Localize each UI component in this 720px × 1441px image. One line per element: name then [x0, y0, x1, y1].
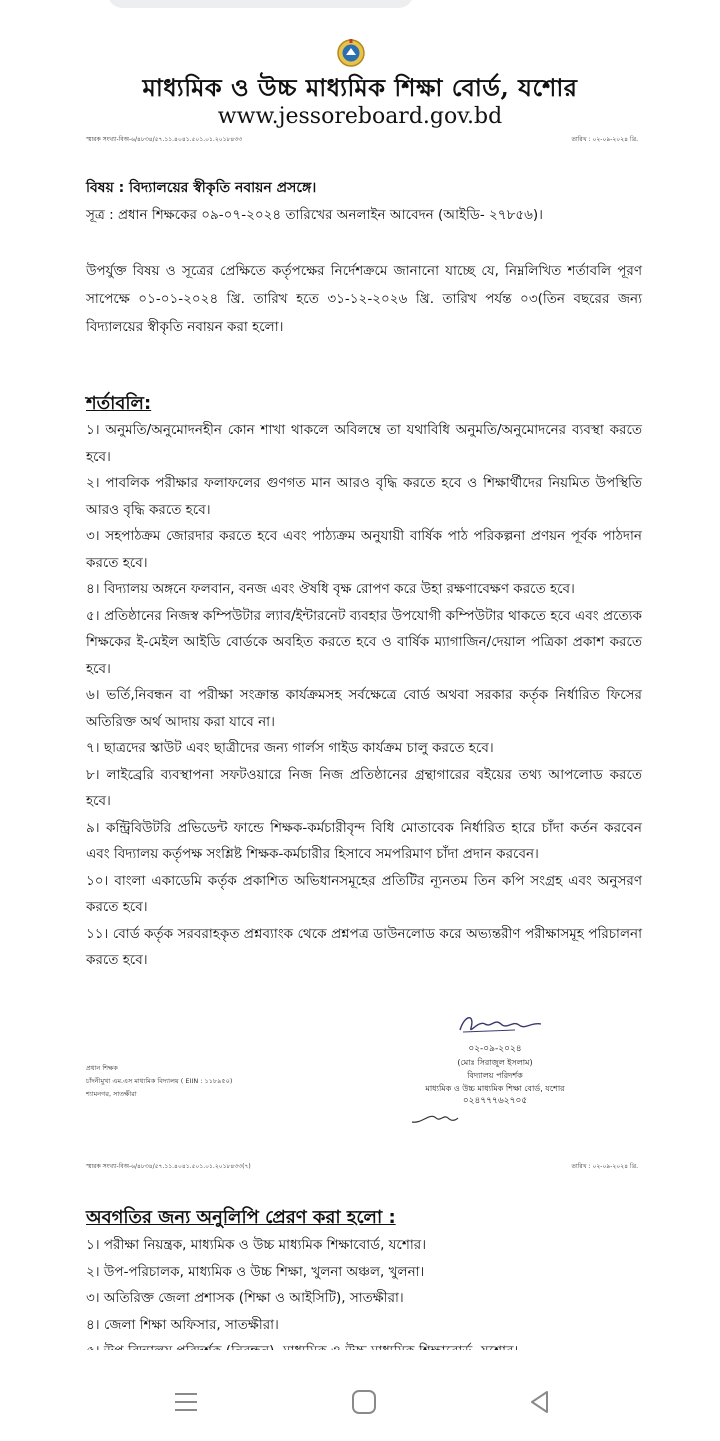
copy-item: ৪। জেলা শিক্ষা অফিসার, সাতক্ষীরা।	[86, 1316, 279, 1333]
board-website: www.jessoreboard.gov.bd	[217, 104, 503, 129]
board-name: মাধ্যমিক ও উচ্চ মাধ্যমিক শিক্ষা বোর্ড, যশোর	[142, 73, 578, 102]
menu-icon	[173, 1390, 199, 1414]
signatory-office: মাধ্যমিক ও উচ্চ মাধ্যমিক শিক্ষা বোর্ড, যশোর	[425, 1084, 565, 1093]
android-nav-bar	[0, 1364, 720, 1441]
condition-item: ৫। প্রতিষ্ঠানের নিজস্ব কম্পিউটার ল্যাব/ইন্টারনেট ব্যবহার উপযোগী কম্পিউটার থাকতে হবে এবং প্রত্যেক শিক্ষকের ই-মেইল আইডি বোর্ডকে অবহিত করতে হবে ও বার্ষিক ম্যাগাজিন/দেয়াল পত্রিকা প্রকাশ করতে হবে।	[86, 607, 642, 677]
conditions-list	[86, 417, 642, 974]
condition-item: ১১। বোর্ড কর্তৃক সরবরাহকৃত প্রশ্নব্যাংক থেকে প্রশ্নপত্র ডাউনলোড করে অভ্যন্তরীণ পরীক্ষাসমূহ পরিচালনা করতে হবে।	[86, 925, 642, 968]
copy-item: ১। পরীক্ষা নিয়ন্ত্রক, মাধ্যমিক ও উচ্চ মাধ্যমিক শিক্ষাবোর্ড, যশোর।	[86, 1237, 427, 1253]
condition-item: ৩। সহপাঠক্রম জোরদার করতে হবে এবং পাঠ্যক্রম অনুযায়ী বার্ষিক পাঠ পরিকল্পনা প্রণয়ন পূর্বক পাঠদান করতে হবে।	[86, 528, 642, 571]
copy-list	[86, 1232, 646, 1365]
condition-item: ২। পাবলিক পরীক্ষার ফলাফলের গুণগত মান আরও বৃদ্ধি করতে হবে ও শিক্ষার্থীদের নিয়মিত উপস্থিতি আরও বৃদ্ধি করতে হবে।	[86, 475, 642, 518]
initial-signature-image	[410, 1108, 460, 1126]
condition-item: ৯। কন্ট্রিবিউটরি প্রভিডেন্ট ফান্ডে শিক্ষক-কর্মচারীবৃন্দ বিধি মোতাবেক নির্ধারিত হারে চাঁদা কর্তন করবেন এবং বিদ্যালয় কর্তৃপক্ষ সংশ্লিষ্ট শিক্ষক-কর্মচারীর হিসাবে সমপরিমাণ চাঁদা প্রদান করবেন।	[86, 819, 642, 862]
recipient-address: শ্যামনগর, সাতক্ষীরা	[86, 1090, 137, 1098]
signatory-date: ০২-০৯-২০২৪	[468, 1044, 522, 1054]
condition-item: ৮। লাইব্রেরি ব্যবস্থাপনা সফটওয়ারে নিজ নিজ প্রতিষ্ঠানের গ্রন্থাগারের বইয়ের তথ্য আপলোড করতে হবে।	[86, 766, 642, 809]
copy-item: ৩। অতিরিক্ত জেলা প্রশাসক (শিক্ষা ও আইসিটি), সাতক্ষীরা।	[86, 1290, 404, 1306]
copy-item: ২। উপ-পরিচালক, মাধ্যমিক ও উচ্চ শিক্ষা, খুলনা অঞ্চল, খুলনা।	[86, 1263, 425, 1280]
condition-item: ৬। ভর্তি,নিবন্ধন বা পরীক্ষা সংক্রান্ত কার্যক্রমসহ সর্বক্ষেত্রে বোর্ড অথবা সরকার কর্তৃক নির্ধারিত ফিসের অতিরিক্ত অর্থ আদায় করা যাবে না।	[86, 687, 642, 730]
copy-memo-number: স্মারক সংখ্যা-বিঅ-৬/৪৮৩৪/৫৭.১১.৪০৪১.৫০১.০১.২০১৮৪৩৩(৭)	[86, 1163, 251, 1170]
content-cutoff	[0, 1350, 720, 1364]
condition-item: ৭। ছাত্রদের স্কাউট এবং ছাত্রীদের জন্য গার্লস গাইড কার্যক্রম চালু করতে হবে।	[86, 740, 494, 756]
recent-apps-button[interactable]	[166, 1382, 206, 1422]
letter-subject: বিষয় : বিদ্যালয়ের স্বীকৃতি নবায়ন প্রসঙ্গে।	[86, 180, 317, 196]
signatory-designation: বিদ্যালয় পরিদর্শক	[467, 1071, 523, 1080]
memo-date: তারিখ : ০২-০৯-২০২৪ খ্রি.	[571, 136, 638, 143]
signatory-name: (মোঃ সিরাজুল ইসলাম)	[457, 1058, 533, 1067]
board-emblem-icon	[335, 36, 367, 68]
memo-number: স্মারক সংখ্যা-বিঅ-৬/৪৮৩৪/৫৭.১১.৪০৪১.৫০১.০১.২০১৮৪৩৩	[86, 136, 243, 143]
home-icon	[351, 1389, 377, 1415]
signatory-phone: ০২৪৭৭৭৬২৭০৫	[462, 1096, 528, 1106]
letter-reference: সূত্র : প্রধান শিক্ষকের ০৯-০৭-২০২৪ তারিখের অনলাইন আবেদন (আইডি- ২৭৮৫৬)।	[86, 207, 543, 223]
signatory-block	[400, 1043, 590, 1108]
back-button[interactable]	[520, 1382, 560, 1422]
letter-body: উপর্যুক্ত বিষয় ও সূত্রের প্রেক্ষিতে কর্তৃপক্ষের নির্দেশক্রমে জানানো যাচ্ছে যে, নিম্নলিখিত শর্তাবলি পূরণ সাপেক্ষে ০১-০১-২০২৪ খ্রি. তারিখ হতে ৩১-১২-২০২৬ খ্রি. তারিখ পর্যন্ত ০৩(তিন বছরের জন্য বিদ্যালয়ের স্বীকৃতি নবায়ন করা হলো।	[86, 263, 642, 335]
signature-image	[455, 1010, 545, 1038]
condition-item: ১০। বাংলা একাডেমি কর্তৃক প্রকাশিত অভিধানসমূহের প্রতিটির ন্যূনতম তিন কপি সংগ্রহ এবং অনুসরণ করতে হবে।	[86, 872, 642, 915]
recipient-school: চাঁদনীমুখা এম.এস মাধ্যমিক বিদ্যালয় ( EIIN : ১১৮৯৫০)	[86, 1077, 233, 1085]
conditions-heading: শর্তাবলি:	[86, 393, 152, 414]
recipient-block	[86, 1062, 232, 1101]
copy-heading: অবগতির জন্য অনুলিপি প্রেরণ করা হলো :	[86, 1207, 396, 1228]
recipient-title: প্রধান শিক্ষক	[86, 1064, 118, 1072]
copy-memo-date: তারিখ : ০২-০৯-২০২৪ খ্রি.	[571, 1163, 638, 1170]
condition-item: ১। অনুমতি/অনুমোদনহীন কোন শাখা থাকলে অবিলম্বে তা যথাবিধি অনুমতি/অনুমোদনের ব্যবস্থা করতে হবে।	[86, 422, 642, 465]
condition-item: ৪। বিদ্যালয় অঙ্গনে ফলবান, বনজ এবং ঔষধি বৃক্ষ রোপণ করে উহা রক্ষণাবেক্ষণ করতে হবে।	[86, 581, 575, 597]
back-icon	[527, 1389, 553, 1415]
home-button[interactable]	[344, 1382, 384, 1422]
